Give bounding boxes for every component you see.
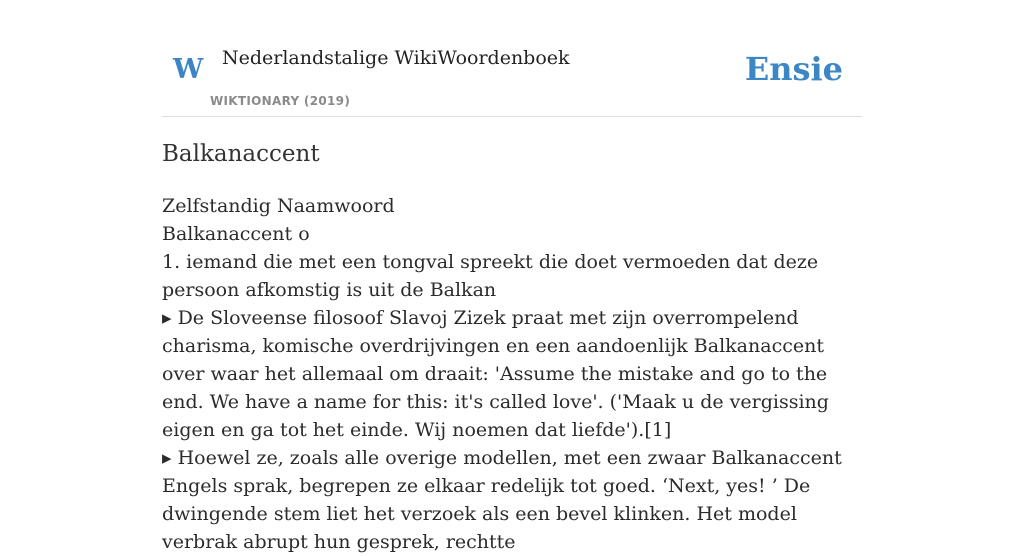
wiktionary-logo-icon: W xyxy=(173,54,204,85)
definition: 1. iemand die met een tongval spreekt die doet vermoeden dat deze persoon afkomstig is uit de Balkan xyxy=(162,251,819,301)
source-title[interactable]: Nederlandstalige WikiWoordenboek xyxy=(222,47,570,69)
example-sentence-1: ▸ De Sloveense filosoof Slavoj Zizek praat met zijn overrompelend charisma, komische overdrijvingen en een aandoenlijk Balkanaccent over waar het allemaal om draait: 'Assume the mistake and go to the end. We have a name for this: it's called love'. ('Maak u de vergissing eigen en ga tot het einde. Wij noemen dat liefde').[1] xyxy=(162,307,829,441)
ensie-brand-logo[interactable]: Ensie xyxy=(744,50,843,88)
entry-headword: Balkanaccent xyxy=(162,141,320,167)
source-subtitle: WIKTIONARY (2019) xyxy=(210,94,351,108)
part-of-speech: Zelfstandig Naamwoord xyxy=(162,195,395,217)
word-form: Balkanaccent o xyxy=(162,223,310,245)
example-sentence-2: ▸ Hoewel ze, zoals alle overige modellen, met een zwaar Balkanaccent Engels sprak, begrepen ze elkaar redelijk tot goed. ‘Next, yes! ’ De dwingende stem liet het verzoek als een bevel klinken. Het model verbrak abrupt hun gesprek, rechtte xyxy=(162,447,842,553)
entry-content xyxy=(162,192,862,556)
source-header xyxy=(162,0,862,117)
